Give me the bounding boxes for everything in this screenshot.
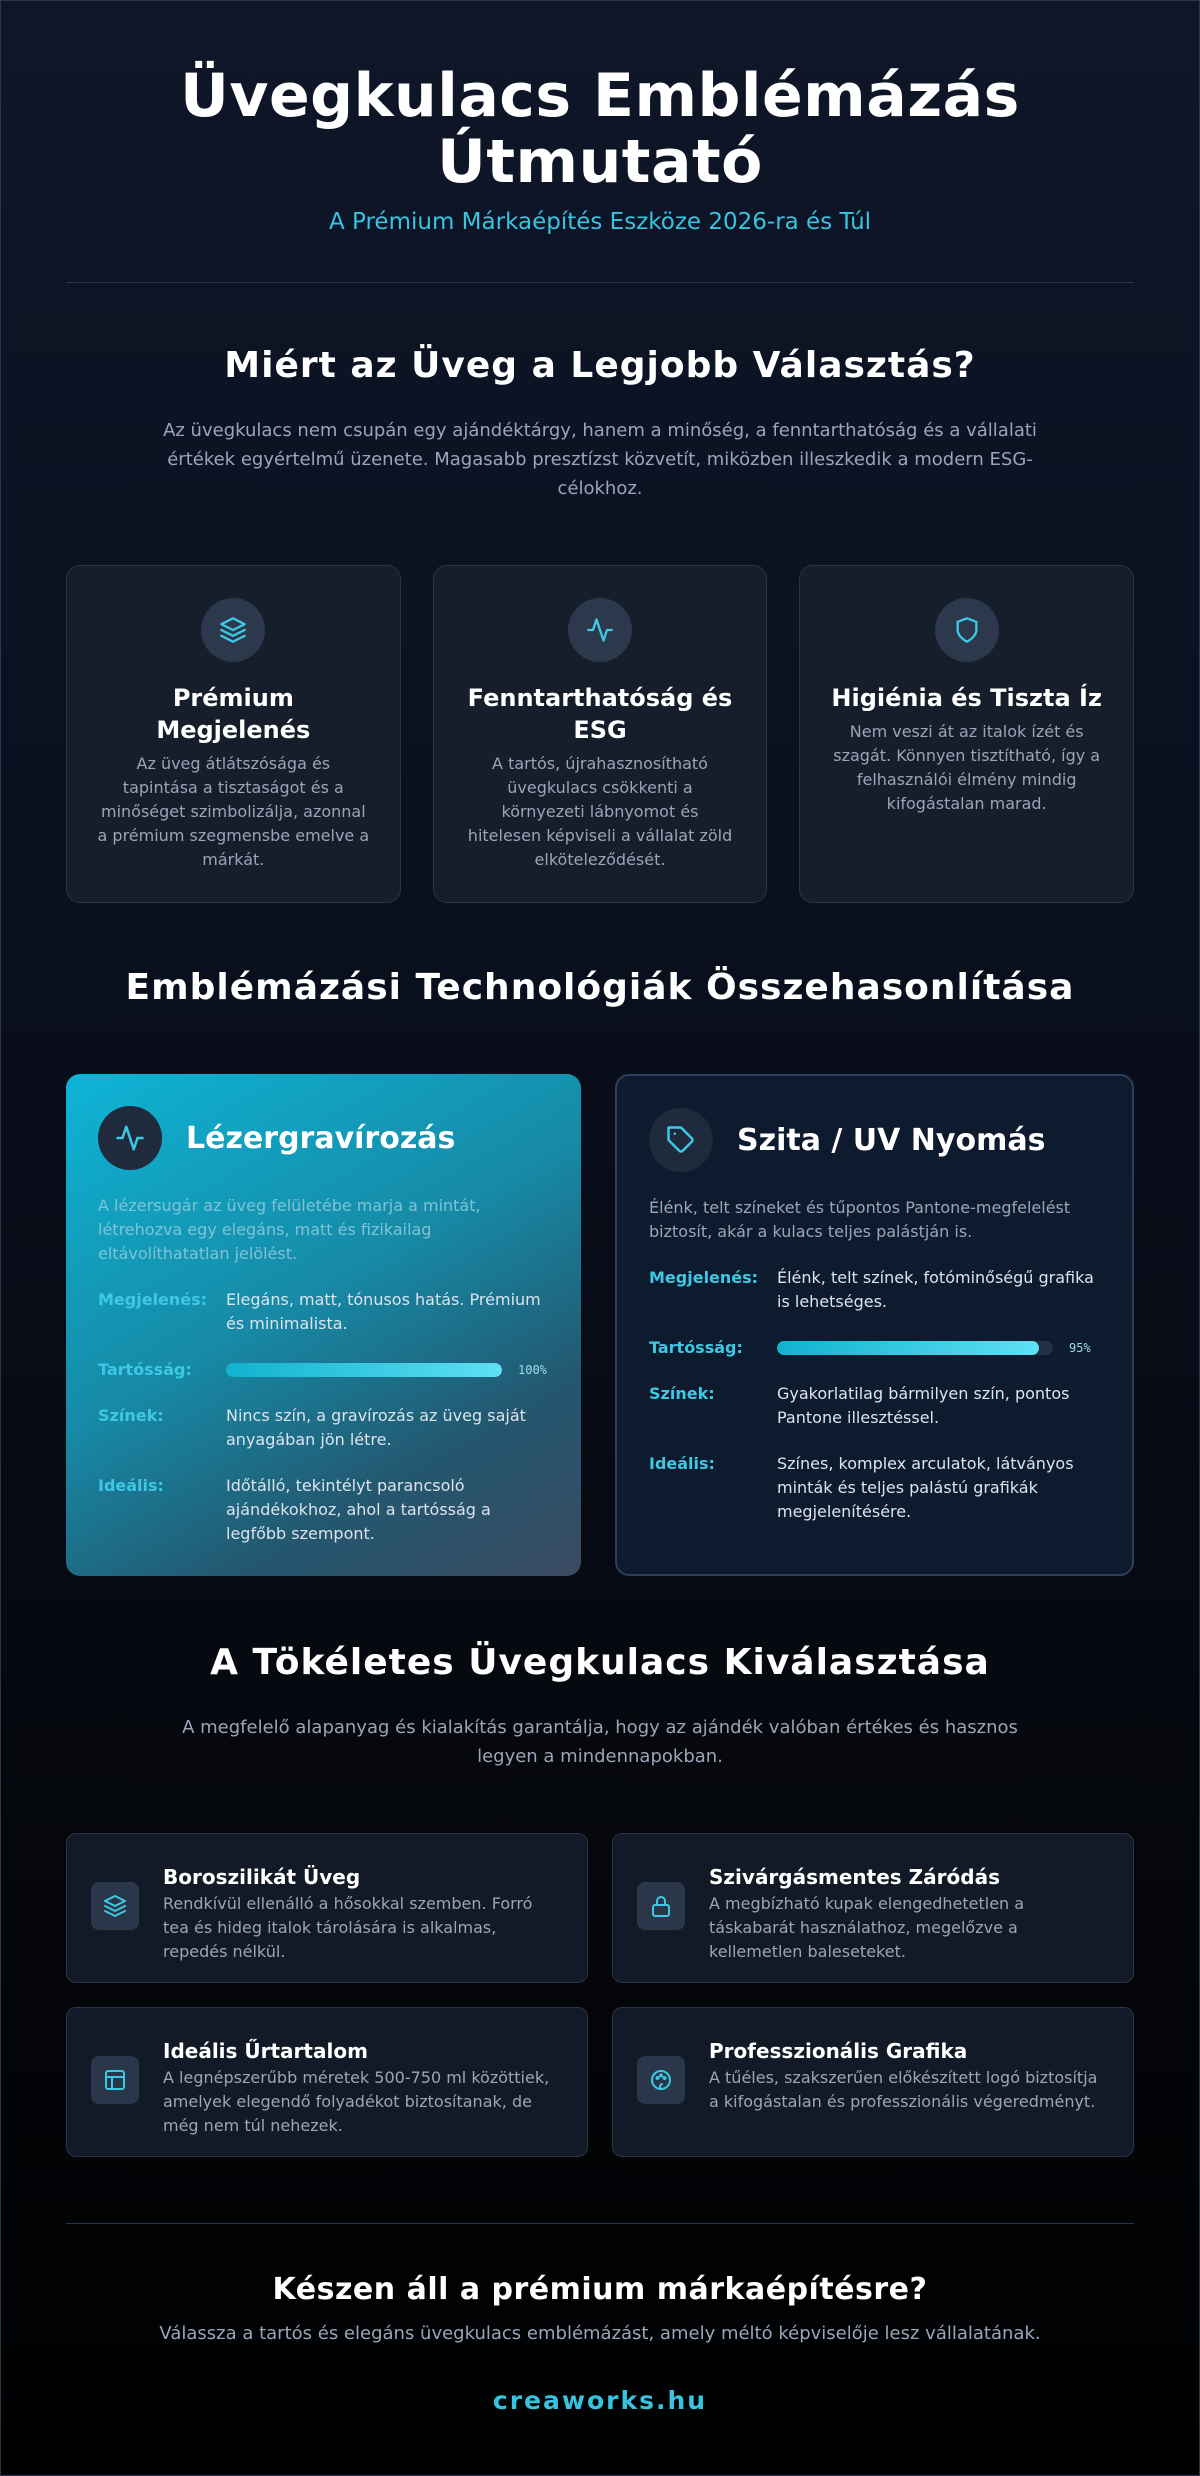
activity-icon — [568, 598, 632, 662]
footer-divider — [66, 2223, 1134, 2224]
spec-colors — [649, 1382, 1100, 1430]
why-card-text: A tartós, újrahasznosítható üvegkulacs csökkenti a környezeti lábnyomot és hitelesen képviseli a vállalat zöld elköteleződését. — [467, 754, 733, 869]
spec-value: Nincs szín, a gravírozás az üveg saját anyagában jön létre. — [226, 1406, 526, 1449]
durability-bar-fill — [777, 1341, 1039, 1355]
spec-value: Élénk, telt színek, fotóminőségű grafika is lehetséges. — [777, 1268, 1094, 1311]
tag-icon — [649, 1108, 713, 1172]
durability-bar — [226, 1363, 502, 1377]
spec-label: Tartósság: — [98, 1360, 192, 1379]
spec-colors — [98, 1404, 549, 1452]
page-subtitle: A Prémium Márkaépítés Eszköze 2026-ra és Túl — [328, 209, 872, 235]
why-card-title: Higiénia és Tiszta Íz — [831, 684, 1102, 712]
shield-icon — [935, 598, 999, 662]
palette-icon — [637, 2056, 685, 2104]
spec-value: Elegáns, matt, tónusos hatás. Prémium és minimalista. — [226, 1290, 541, 1333]
spec-label: Megjelenés: — [649, 1268, 759, 1287]
layers-icon — [91, 1882, 139, 1930]
tech-card-laser — [66, 1074, 581, 1576]
page-title — [66, 63, 1134, 195]
feature-title: Ideális Űrtartalom — [163, 2039, 368, 2063]
spec-label: Ideális: — [649, 1454, 715, 1473]
durability-percent: 95% — [1069, 1341, 1091, 1355]
why-card-sustainability — [433, 565, 768, 903]
cta-text: Válassza a tartós és elegáns üvegkulacs emblémázást, amely méltó képviselője lesz vállalatának. — [159, 2323, 1041, 2344]
feature-text: A megbízható kupak elengedhetetlen a táskabarát használathoz, megelőzve a kellemetlen baleseteket. — [709, 1894, 1025, 1961]
page-header — [66, 1, 1134, 235]
why-card-hygiene — [799, 565, 1134, 903]
feature-text: Rendkívül ellenálló a hősokkal szemben. Forró tea és hideg italok tárolására is alkalmas, repedés nélkül. — [163, 1894, 533, 1961]
website-link[interactable]: creaworks.hu — [492, 2386, 708, 2415]
tech-card-desc: Élénk, telt színeket és tűpontos Pantone-megfelelést biztosít, akár a kulacs teljes palástján is. — [649, 1198, 1071, 1241]
feature-title: Professzionális Grafika — [709, 2039, 968, 2063]
page-footer — [66, 2272, 1134, 2415]
durability-bar — [777, 1341, 1053, 1355]
tech-card-desc: A lézersugár az üveg felületébe marja a mintát, létrehozva egy elegáns, matt és fizikailag eltávolíthatatlan jelölést. — [98, 1196, 481, 1263]
activity-icon — [98, 1106, 162, 1170]
feature-text: A legnépszerűbb méretek 500-750 ml közöttiek, amelyek elegendő folyadékot biztosítanak, de még nem túl nehezek. — [163, 2068, 550, 2135]
spec-label: Színek: — [649, 1384, 715, 1403]
tech-section-title: Emblémázási Technológiák Összehasonlítása — [125, 967, 1075, 1008]
spec-durability — [649, 1336, 1100, 1360]
feature-title: Szivárgásmentes Záródás — [709, 1865, 1000, 1889]
feature-card-borosilicate — [66, 1833, 588, 1983]
feature-title: Boroszilikát Üveg — [163, 1865, 361, 1889]
feature-text: A tűéles, szakszerűen előkészített logó biztosítja a kifogástalan és professzionális végeredményt. — [709, 2068, 1098, 2111]
why-card-text: Nem veszi át az italok ízét és szagát. Könnyen tisztítható, így a felhasználói élmény mindig kifogástalan marad. — [833, 722, 1101, 813]
why-cards — [66, 565, 1134, 903]
durability-percent: 100% — [518, 1363, 547, 1377]
why-card-title: Fenntarthatóság és ESG — [467, 684, 733, 744]
durability-bar-fill — [226, 1363, 502, 1377]
layers-icon — [201, 598, 265, 662]
why-card-text: Az üveg átlátszósága és tapintása a tisztaságot és a minőséget szimbolizálja, azonnal a prémium szegmensbe emelve a márkát. — [97, 754, 370, 869]
lock-icon — [637, 1882, 685, 1930]
spec-label: Színek: — [98, 1406, 164, 1425]
spec-look — [98, 1288, 549, 1336]
choose-section-intro: A megfelelő alapanyag és kialakítás garantálja, hogy az ajándék valóban értékes és hasznos legyen a mindennapokban. — [182, 1717, 1018, 1767]
spec-durability — [98, 1358, 549, 1382]
why-card-title: Prémium Megjelenés — [156, 684, 311, 744]
feature-card-graphics — [612, 2007, 1134, 2157]
why-card-premium — [66, 565, 401, 903]
tech-card-title: Szita / UV Nyomás — [737, 1122, 1046, 1158]
spec-ideal — [98, 1474, 549, 1546]
spec-value: Gyakorlatilag bármilyen szín, pontos Pantone illesztéssel. — [777, 1384, 1070, 1427]
spec-label: Tartósság: — [649, 1338, 743, 1357]
spec-ideal — [649, 1452, 1100, 1524]
choose-section-title: A Tökéletes Üvegkulacs Kiválasztása — [210, 1642, 990, 1683]
cta-title: Készen áll a prémium márkaépítésre? — [272, 2272, 928, 2307]
feature-card-leakproof — [612, 1833, 1134, 1983]
layout-icon — [91, 2056, 139, 2104]
spec-label: Ideális: — [98, 1476, 164, 1495]
choose-bottle-section — [66, 1642, 1134, 2157]
page-title-line1: Üvegkulacs Emblémázás — [180, 61, 1020, 131]
tech-card-title: Lézergravírozás — [186, 1120, 456, 1156]
spec-value: Időtálló, tekintélyt parancsoló ajándékokhoz, ahol a tartósság a legfőbb szempont. — [226, 1476, 491, 1543]
spec-label: Megjelenés: — [98, 1290, 208, 1309]
spec-look — [649, 1266, 1100, 1314]
feature-card-capacity — [66, 2007, 588, 2157]
why-section-title: Miért az Üveg a Legjobb Választás? — [224, 345, 976, 386]
why-section-intro: Az üvegkulacs nem csupán egy ajándéktárgy, hanem a minőség, a fenntarthatóság és a vállalati értékek egyértelmű üzenete. Magasabb presztízst közvetít, miközben illeszkedik a modern ESG-célokhoz. — [163, 420, 1037, 499]
header-divider — [66, 282, 1134, 283]
tech-cards — [66, 1074, 1134, 1576]
tech-card-screen-print — [615, 1074, 1134, 1576]
tech-comparison-section — [66, 967, 1134, 1576]
feature-cards — [66, 1833, 1134, 2157]
spec-value: Színes, komplex arculatok, látványos minták és teljes palástú grafikák megjelenítésére. — [777, 1454, 1074, 1521]
why-glass-section — [66, 345, 1134, 903]
page-title-line2: Útmutató — [437, 127, 763, 197]
